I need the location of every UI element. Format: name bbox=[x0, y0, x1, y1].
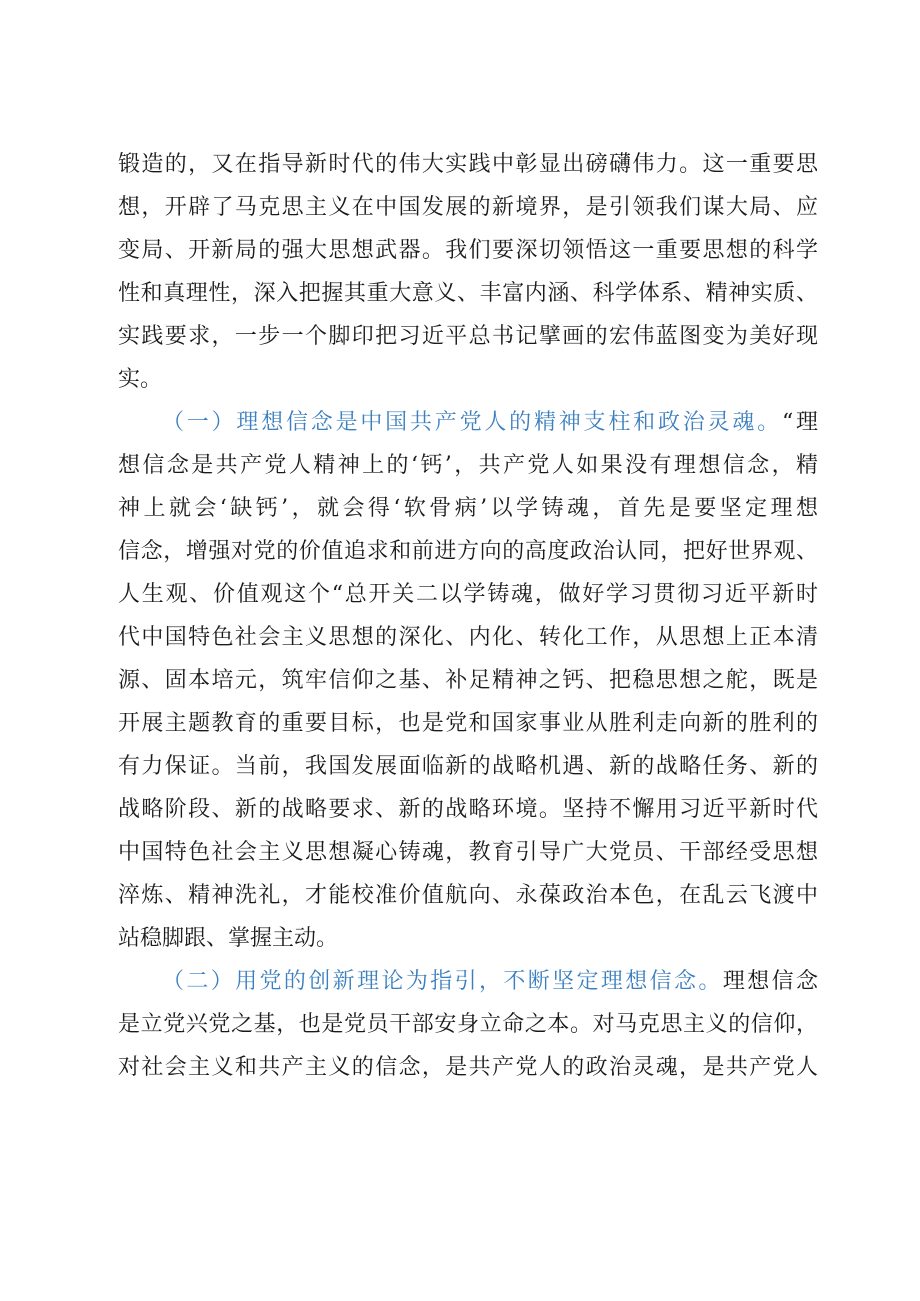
text-line: 锻造的，又在指导新时代的伟大实践中彰显出磅礴伟力。这一重要思 bbox=[118, 152, 818, 177]
text-line: 实践要求，一步一个脚印把习近平总书记擘画的宏伟蓝图变为美好现 bbox=[118, 324, 818, 349]
document-body bbox=[118, 143, 818, 1089]
text-line: 性和真理性，深入把握其重大意义、丰富内涵、科学体系、精神实质、 bbox=[118, 281, 818, 306]
text-line: 人生观、价值观这个“总开关二以学铸魂，做好学习贯彻习近平新时 bbox=[118, 582, 818, 607]
text-line: 神上就会‘缺钙’，就会得‘软骨病’以学铸魂，首先是要坚定理想 bbox=[118, 496, 818, 521]
text-line: 对社会主义和共产主义的信念，是共产党人的政治灵魂，是共产党人 bbox=[118, 1055, 818, 1080]
text-run: “理 bbox=[781, 410, 818, 435]
text-line: 淬炼、精神洗礼，才能校准价值航向、永葆政治本色，在乱云飞渡中 bbox=[118, 883, 818, 908]
text-line: 开展主题教育的重要目标，也是党和国家事业从胜利走向新的胜利的 bbox=[118, 711, 818, 736]
paragraph-2 bbox=[118, 401, 818, 960]
text-line: 源、固本培元，筑牢信仰之基、补足精神之钙、把稳思想之舵，既是 bbox=[118, 668, 818, 693]
text-line: 信念，增强对党的价值追求和前进方向的高度政治认同，把好世界观、 bbox=[118, 539, 818, 564]
text-line: 站稳脚跟、掌握主动。 bbox=[118, 926, 339, 951]
text-line: 想，开辟了马克思主义在中国发展的新境界，是引领我们谋大局、应 bbox=[118, 195, 818, 220]
paragraph-3 bbox=[118, 960, 818, 1089]
text-line: 想信念是共产党人精神上的‘钙’，共产党人如果没有理想信念，精 bbox=[118, 453, 818, 478]
text-line: 有力保证。当前，我国发展面临新的战略机遇、新的战略任务、新的 bbox=[118, 754, 818, 779]
heading-line bbox=[118, 960, 818, 1003]
text-run: 理想信念 bbox=[722, 969, 818, 994]
section-heading: （一）理想信念是中国共产党人的精神支柱和政治灵魂。 bbox=[162, 410, 782, 435]
heading-line bbox=[118, 401, 818, 444]
text-line: 代中国特色社会主义思想的深化、内化、转化工作，从思想上正本清 bbox=[118, 625, 818, 650]
text-line: 战略阶段、新的战略要求、新的战略环境。坚持不懈用习近平新时代 bbox=[118, 797, 818, 822]
text-line: 中国特色社会主义思想凝心铸魂，教育引导广大党员、干部经受思想 bbox=[118, 840, 818, 865]
paragraph-1 bbox=[118, 143, 818, 401]
section-heading: （二）用党的创新理论为指引，不断坚定理想信念。 bbox=[162, 969, 723, 994]
text-line: 变局、开新局的强大思想武器。我们要深切领悟这一重要思想的科学 bbox=[118, 238, 818, 263]
text-line: 实。 bbox=[118, 367, 163, 392]
text-line: 是立党兴党之基，也是党员干部安身立命之本。对马克思主义的信仰， bbox=[118, 1012, 818, 1037]
